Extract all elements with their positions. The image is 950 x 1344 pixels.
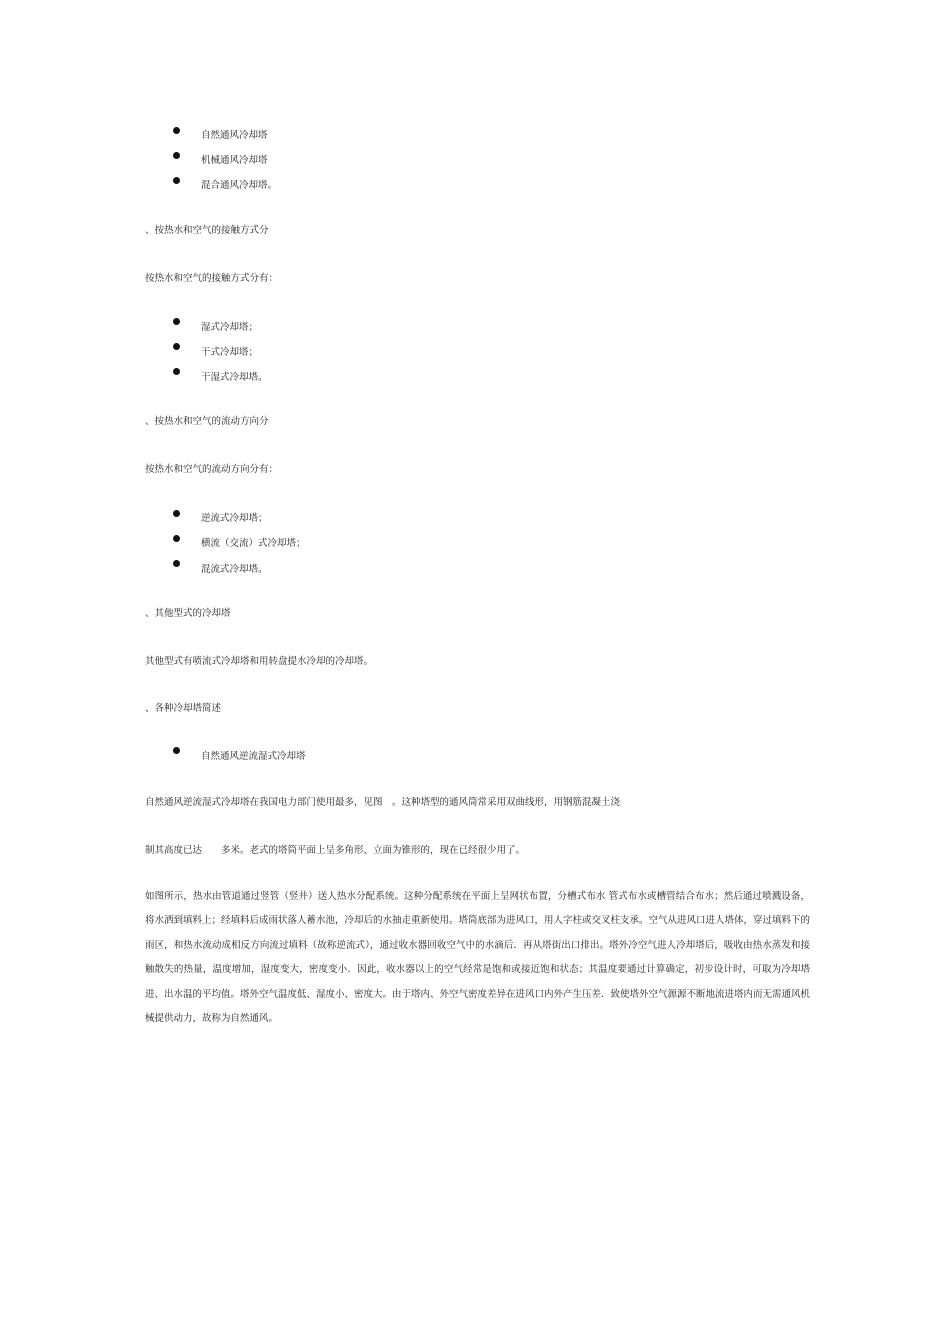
bullet-icon: [173, 560, 180, 567]
list-item: 混流式冷却塔。: [201, 564, 268, 575]
bullet-icon: [173, 747, 180, 754]
list-item: 逆流式冷却塔；: [201, 513, 268, 524]
section-heading: 、按热水和空气的流动方向分: [145, 416, 269, 427]
bullet-icon: [173, 177, 180, 184]
paragraph: 自然通风逆流湿式冷却塔在我国电力部门使用最多，见图 。这种塔型的通风筒常采用双曲线形，用钢筋混凝土浇: [145, 797, 621, 808]
bullet-icon: [173, 368, 180, 375]
list-item: 自然通风冷却塔: [201, 130, 268, 141]
section-heading: 、各种冷却塔简述: [145, 703, 222, 714]
list-item: 湿式冷却塔；: [201, 322, 259, 333]
list-item: 混合通风冷却塔。: [201, 180, 278, 191]
paragraph: 其他型式有喷流式冷却塔和用转盘提水冷却的冷却塔。: [145, 656, 374, 667]
bullet-icon: [173, 152, 180, 159]
list-item: 干式冷却塔；: [201, 347, 259, 358]
paragraph: 按热水和空气的流动方向分有：: [145, 464, 279, 475]
list-item: 机械通风冷却塔: [201, 155, 268, 166]
bullet-icon: [173, 343, 180, 350]
bullet-icon: [173, 127, 180, 134]
list-item: 横流（交流）式冷却塔；: [201, 538, 306, 549]
list-item: 干湿式冷却塔。: [201, 372, 268, 383]
section-heading: 、其他型式的冷却塔: [145, 608, 231, 619]
section-heading: 、按热水和空气的接触方式分: [145, 225, 269, 236]
bullet-icon: [173, 535, 180, 542]
paragraph: 按热水和空气的接触方式分有：: [145, 273, 279, 284]
list-item: 自然通风逆流湿式冷却塔: [201, 751, 306, 762]
bullet-icon: [173, 510, 180, 517]
bullet-icon: [173, 318, 180, 325]
paragraph-description: 如图所示，热水由管道通过竖管（竖井）送人热水分配系统。这种分配系统在平面上呈网状布置，分槽式布水 管式布水或槽管结合布水；然后通过喷溅设备，将水洒到填料上；经填料后成雨状落人蓄水池，冷却后的水抽走重新使用。塔筒底部为进风口，用人字柱或交叉柱支承。空气从进风口进人塔体，穿过填料下的雨区，和热水流动成相反方向流过填料（故称逆流式），通过收水器回收空气中的水滴后．再从塔街出口排出。塔外冷空气进人冷却塔后，吸收由热水蒸发和接触散失的热量，温度增加，湿度变大，密度变小．因此，收水器以上的空气经常是饱和或接近饱和状态；其温度要通过计算确定，初步设计时，可取为冷却塔进、出水温的平均值。塔外空气温度低、湿度小、密度大。由于塔内、外空气密度差异在进风口内外产生压差．致使塔外空气源源不断地流进塔内而无需通风机械提供动力，故称为自然通风。: [145, 891, 811, 1025]
paragraph: 制其高度已达 多米。老式的塔筒平面上呈多角形、立面为锥形的，现在已经很少用了。: [145, 845, 526, 856]
